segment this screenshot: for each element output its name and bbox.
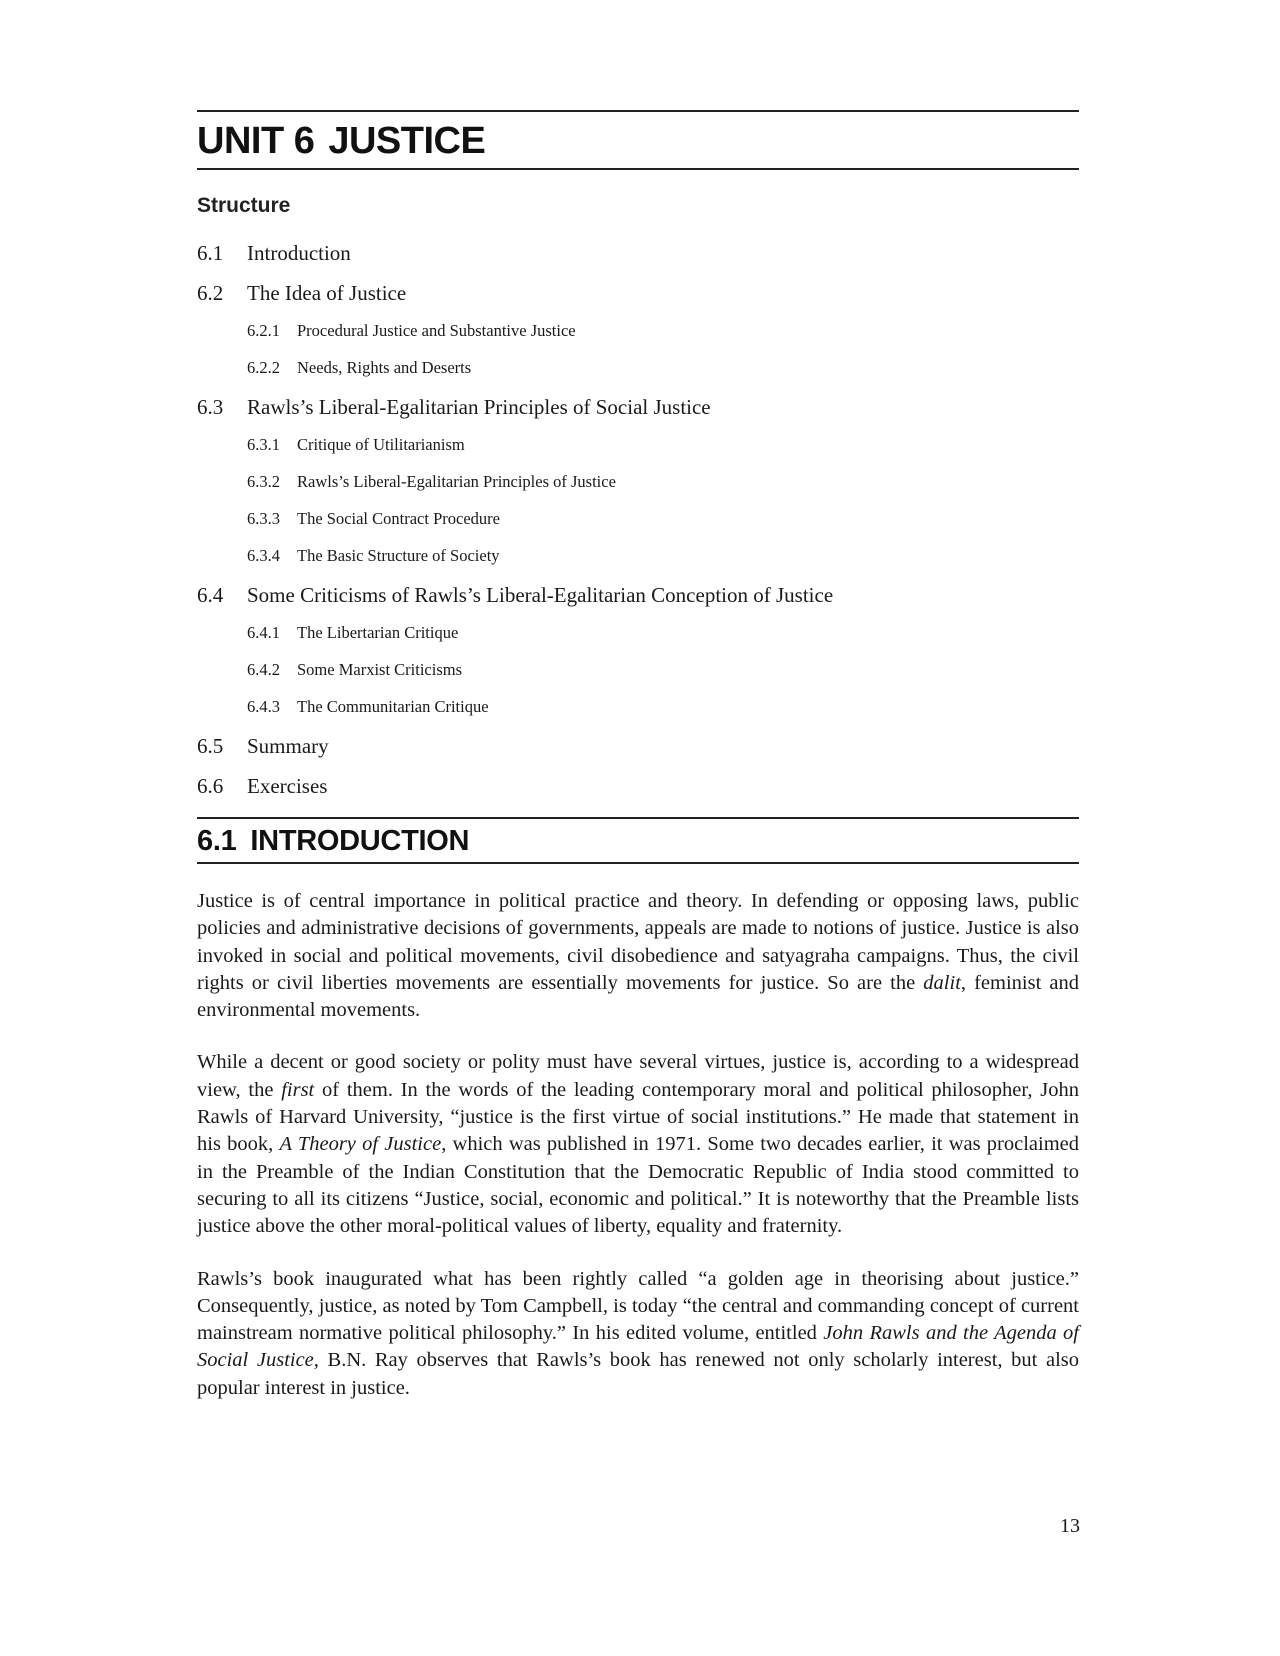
italic-run: John Rawls and the Agenda of Social Justice, (197, 1322, 1079, 1372)
text-run: , which was published in 1971. Some two decades earlier, it was proclaimed in the Preamble of the Indian Constitution that the Democratic Republic of India stood committed to securing to all its citizens “Justice, social, economic and political.” It is noteworthy that the Preamble lists justice above the other moral-political values of liberty, equality and fraternity. (197, 1133, 1079, 1238)
toc-section-item (197, 240, 1079, 280)
toc-item-number: 6.4.3 (247, 697, 280, 716)
toc-item-number: 6.3.2 (247, 472, 280, 491)
toc-item-label: Summary (247, 734, 329, 758)
toc-item-number: 6.1 (197, 241, 224, 265)
intro-paragraph-1 (197, 888, 1079, 1024)
intro-paragraph-2 (197, 1049, 1079, 1240)
section-number: 6.1 (197, 825, 237, 857)
toc-subsection-item (197, 508, 1079, 545)
toc-item-label: The Communitarian Critique (297, 697, 489, 716)
toc-subsection-item (197, 320, 1079, 357)
italic-run: first (281, 1078, 315, 1101)
toc-item-label: Critique of Utilitarianism (297, 435, 465, 454)
page-number: 13 (1060, 1515, 1080, 1537)
toc-item-number: 6.3.3 (247, 509, 280, 528)
structure-heading: Structure (197, 194, 291, 217)
section-title-underline (197, 862, 1079, 864)
toc-item-label: Needs, Rights and Deserts (297, 358, 472, 377)
toc-item-label: The Libertarian Critique (297, 623, 459, 642)
text-run: Justice is of central importance in political practice and theory. In defending or opposing laws, public policies and administrative decisions of governments, appeals are made to notions of justice. Justice is also invoked in social and political movements, civil disobedience and satyagraha campaigns. Thus, the civil rights or civil liberties movements are essentially movements for justice. So are the (197, 890, 1079, 994)
toc-item-number: 6.2 (197, 281, 224, 305)
document-page (197, 110, 1079, 1402)
text-run: B.N. Ray observes that Rawls’s book has renewed not only scholarly interest, but also popular interest in justice. (197, 1349, 1079, 1399)
toc-item-label: Introduction (247, 241, 351, 265)
toc-item-number: 6.4.2 (247, 660, 280, 679)
toc-item-number: 6.4 (197, 583, 224, 607)
unit-number: UNIT 6 (197, 120, 315, 162)
toc-section-item (197, 773, 1079, 813)
toc-subsection-item (197, 659, 1079, 696)
intro-paragraph-3 (197, 1266, 1079, 1402)
unit-title-text: JUSTICE (328, 120, 486, 162)
toc-subsection-item (197, 357, 1079, 394)
table-of-contents (197, 240, 1079, 813)
toc-item-label: Rawls’s Liberal-Egalitarian Principles of Justice (297, 472, 616, 491)
section-title-text: INTRODUCTION (250, 825, 470, 857)
toc-item-label: Some Marxist Criticisms (297, 660, 462, 679)
toc-subsection-item (197, 545, 1079, 582)
toc-item-label: The Social Contract Procedure (297, 509, 500, 528)
toc-item-number: 6.6 (197, 774, 224, 798)
introduction-section (197, 817, 1079, 1402)
toc-item-label: Rawls’s Liberal-Egalitarian Principles of Social Justice (247, 395, 711, 419)
unit-title (197, 116, 1079, 166)
unit-title-underline (197, 168, 1079, 170)
text-run: While a decent or good society or polity must have several virtues, justice is, according to a widespread view, the (197, 1051, 1079, 1101)
toc-section-item (197, 582, 1079, 622)
text-run: of them. In the words of the leading contemporary moral and political philosopher, John Rawls of Harvard University, “justice is the first virtue of social institutions.” He made that statement in his book, (197, 1078, 1079, 1156)
toc-subsection-item (197, 434, 1079, 471)
toc-item-label: Exercises (247, 774, 328, 798)
toc-item-label: The Idea of Justice (247, 281, 407, 305)
toc-section-item (197, 280, 1079, 320)
toc-item-label: The Basic Structure of Society (297, 546, 500, 565)
section-top-rule (197, 817, 1079, 819)
text-run: , feminist and environmental movements. (197, 971, 1079, 1022)
toc-subsection-item (197, 696, 1079, 733)
toc-item-number: 6.4.1 (247, 623, 280, 642)
toc-item-number: 6.2.1 (247, 321, 280, 340)
toc-subsection-item (197, 622, 1079, 659)
toc-item-number: 6.2.2 (247, 358, 280, 377)
toc-section-item (197, 733, 1079, 773)
top-rule (197, 110, 1079, 112)
italic-run: A Theory of Justice (279, 1133, 442, 1156)
text-run: Rawls’s book inaugurated what has been rightly called “a golden age in theorising about justice.” Consequently, justice, as noted by Tom Campbell, is today “the central and commanding concept of current mainstream normative political philosophy.” In his edited volume, entitled (197, 1267, 1079, 1345)
section-title (197, 822, 1079, 860)
toc-item-number: 6.3 (197, 395, 224, 419)
italic-run: dalit (923, 971, 961, 994)
toc-item-number: 6.5 (197, 734, 224, 758)
toc-item-label: Procedural Justice and Substantive Justice (297, 321, 576, 340)
toc-item-number: 6.3.4 (247, 546, 280, 565)
toc-item-label: Some Criticisms of Rawls’s Liberal-Egalitarian Conception of Justice (247, 583, 834, 607)
toc-subsection-item (197, 471, 1079, 508)
toc-section-item (197, 394, 1079, 434)
toc-item-number: 6.3.1 (247, 435, 280, 454)
